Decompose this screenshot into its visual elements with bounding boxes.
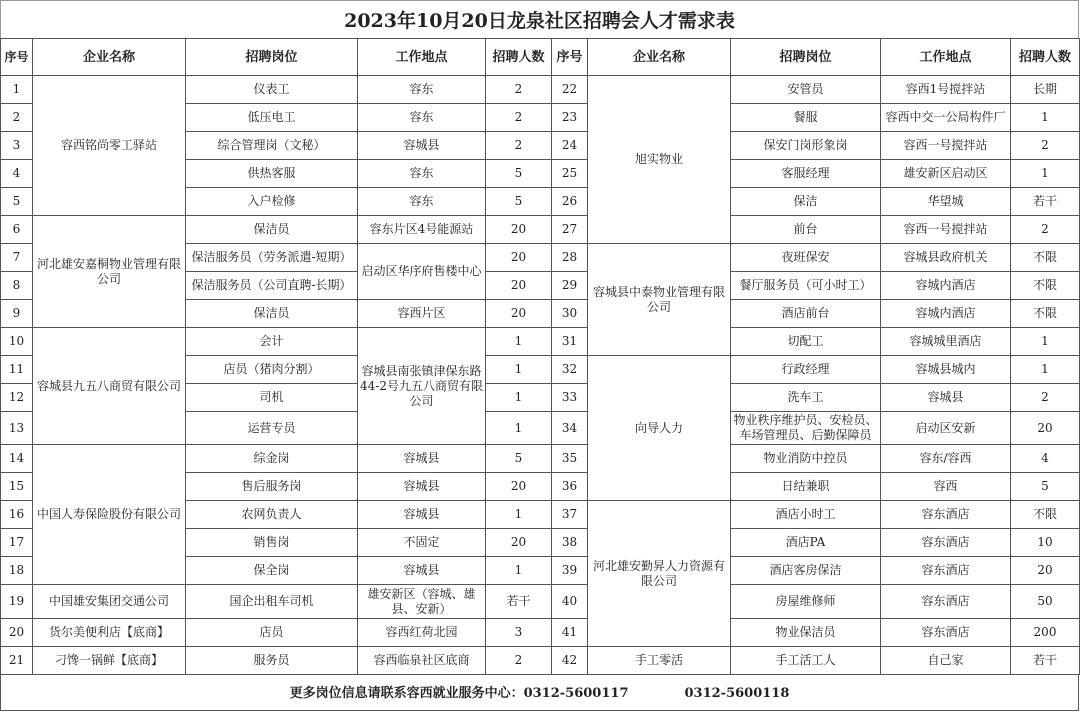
row-number: 23 xyxy=(552,104,588,132)
job-post: 保洁 xyxy=(731,188,881,216)
hire-count: 1 xyxy=(1011,160,1080,188)
row-number: 27 xyxy=(552,216,588,244)
row-number: 13 xyxy=(1,412,33,445)
job-post: 仪表工 xyxy=(186,76,358,104)
work-location: 不固定 xyxy=(358,529,486,557)
job-post: 农网负责人 xyxy=(186,501,358,529)
hire-count: 1 xyxy=(1011,328,1080,356)
hire-count: 20 xyxy=(1011,557,1080,585)
hire-count: 20 xyxy=(1011,412,1080,445)
hire-count: 不限 xyxy=(1011,244,1080,272)
hire-count: 2 xyxy=(1011,132,1080,160)
work-location: 启动区华序府售楼中心 xyxy=(358,244,486,300)
work-location: 容西一号搅拌站 xyxy=(881,132,1011,160)
company-name: 河北雄安嘉桐物业管理有限公司 xyxy=(33,216,186,328)
row-number: 11 xyxy=(1,356,33,384)
recruitment-table xyxy=(0,38,1080,675)
job-post: 服务员 xyxy=(186,647,358,675)
job-post: 入户检修 xyxy=(186,188,358,216)
job-post: 酒店小时工 xyxy=(731,501,881,529)
row-number: 21 xyxy=(1,647,33,675)
row-number: 8 xyxy=(1,272,33,300)
work-location: 容西一号搅拌站 xyxy=(881,216,1011,244)
job-post: 售后服务岗 xyxy=(186,473,358,501)
hire-count: 不限 xyxy=(1011,501,1080,529)
job-post: 房屋维修师 xyxy=(731,585,881,619)
work-location: 容东酒店 xyxy=(881,501,1011,529)
job-post: 客服经理 xyxy=(731,160,881,188)
row-number: 20 xyxy=(1,619,33,647)
hire-count: 5 xyxy=(486,445,552,473)
row-number: 42 xyxy=(552,647,588,675)
job-post: 餐服 xyxy=(731,104,881,132)
company-name: 容西铭尚零工驿站 xyxy=(33,76,186,216)
table-row xyxy=(1,216,1080,244)
job-post: 酒店客房保洁 xyxy=(731,557,881,585)
company-name: 旭实物业 xyxy=(588,76,731,244)
job-post: 洗车工 xyxy=(731,384,881,412)
work-location: 容城县 xyxy=(358,473,486,501)
company-name: 容城县九五八商贸有限公司 xyxy=(33,328,186,445)
hire-count: 10 xyxy=(1011,529,1080,557)
job-post: 运营专员 xyxy=(186,412,358,445)
row-number: 12 xyxy=(1,384,33,412)
work-location: 容东 xyxy=(358,160,486,188)
row-number: 22 xyxy=(552,76,588,104)
header-row xyxy=(1,39,1080,76)
row-number: 34 xyxy=(552,412,588,445)
row-number: 30 xyxy=(552,300,588,328)
hire-count: 5 xyxy=(486,160,552,188)
table-row xyxy=(1,445,1080,473)
job-post: 酒店前台 xyxy=(731,300,881,328)
company-name: 中国人寿保险股份有限公司 xyxy=(33,445,186,585)
row-number: 10 xyxy=(1,328,33,356)
hire-count: 1 xyxy=(1011,104,1080,132)
table-row xyxy=(1,619,1080,647)
header-count: 招聘人数 xyxy=(486,39,552,76)
job-post: 店员 xyxy=(186,619,358,647)
job-post: 酒店PA xyxy=(731,529,881,557)
row-number: 40 xyxy=(552,585,588,619)
work-location: 容西1号搅拌站 xyxy=(881,76,1011,104)
hire-count: 1 xyxy=(486,412,552,445)
header-location: 工作地点 xyxy=(881,39,1011,76)
job-post: 供热客服 xyxy=(186,160,358,188)
company-name: 容城县中泰物业管理有限公司 xyxy=(588,244,731,356)
header-company: 企业名称 xyxy=(588,39,731,76)
work-location: 容城县 xyxy=(881,384,1011,412)
phone-2: 0312-5600118 xyxy=(684,686,790,701)
page-title: 2023年10月20日龙泉社区招聘会人才需求表 xyxy=(0,0,1079,38)
company-name: 河北雄安勤昇人力资源有限公司 xyxy=(588,501,731,647)
job-post: 安管员 xyxy=(731,76,881,104)
row-number: 1 xyxy=(1,76,33,104)
row-number: 38 xyxy=(552,529,588,557)
job-post: 夜班保安 xyxy=(731,244,881,272)
header-no: 序号 xyxy=(552,39,588,76)
job-post: 保洁服务员（公司直聘-长期） xyxy=(186,272,358,300)
work-location: 容东片区4号能源站 xyxy=(358,216,486,244)
job-post: 物业保洁员 xyxy=(731,619,881,647)
work-location: 容西 xyxy=(881,473,1011,501)
row-number: 17 xyxy=(1,529,33,557)
work-location: 自己家 xyxy=(881,647,1011,675)
row-number: 4 xyxy=(1,160,33,188)
hire-count: 20 xyxy=(486,272,552,300)
row-number: 39 xyxy=(552,557,588,585)
job-post: 行政经理 xyxy=(731,356,881,384)
row-number: 33 xyxy=(552,384,588,412)
row-number: 5 xyxy=(1,188,33,216)
work-location: 容城内酒店 xyxy=(881,272,1011,300)
row-number: 25 xyxy=(552,160,588,188)
hire-count: 20 xyxy=(486,244,552,272)
hire-count: 20 xyxy=(486,300,552,328)
job-post: 餐厅服务员（可小时工） xyxy=(731,272,881,300)
hire-count: 2 xyxy=(486,76,552,104)
footer-contact xyxy=(0,675,1079,711)
job-post: 日结兼职 xyxy=(731,473,881,501)
header-count: 招聘人数 xyxy=(1011,39,1080,76)
hire-count: 1 xyxy=(486,356,552,384)
work-location: 雄安新区（容城、雄县、安新） xyxy=(358,585,486,619)
row-number: 2 xyxy=(1,104,33,132)
hire-count: 20 xyxy=(486,529,552,557)
job-post: 司机 xyxy=(186,384,358,412)
work-location: 容东/容西 xyxy=(881,445,1011,473)
hire-count: 2 xyxy=(1011,384,1080,412)
phone-1: 0312-5600117 xyxy=(523,686,629,701)
job-post: 低压电工 xyxy=(186,104,358,132)
work-location: 容城县 xyxy=(358,501,486,529)
job-post: 手工活工人 xyxy=(731,647,881,675)
work-location: 容东 xyxy=(358,76,486,104)
row-number: 3 xyxy=(1,132,33,160)
work-location: 容城城里酒店 xyxy=(881,328,1011,356)
hire-count: 5 xyxy=(486,188,552,216)
work-location: 容西片区 xyxy=(358,300,486,328)
company-name: 刁馋一锅鲜【底商】 xyxy=(33,647,186,675)
header-location: 工作地点 xyxy=(358,39,486,76)
row-number: 31 xyxy=(552,328,588,356)
work-location: 容西红荷北园 xyxy=(358,619,486,647)
work-location: 容城县南张镇津保东路44-2号九五八商贸有限公司 xyxy=(358,328,486,445)
row-number: 9 xyxy=(1,300,33,328)
work-location: 启动区安新 xyxy=(881,412,1011,445)
company-name: 向导人力 xyxy=(588,356,731,501)
table-body xyxy=(1,76,1080,675)
job-post: 保全岗 xyxy=(186,557,358,585)
hire-count: 20 xyxy=(486,473,552,501)
row-number: 15 xyxy=(1,473,33,501)
table-row xyxy=(1,585,1080,619)
work-location: 容城内酒店 xyxy=(881,300,1011,328)
row-number: 32 xyxy=(552,356,588,384)
hire-count: 1 xyxy=(486,501,552,529)
job-post: 物业消防中控员 xyxy=(731,445,881,473)
hire-count: 2 xyxy=(1011,216,1080,244)
row-number: 16 xyxy=(1,501,33,529)
company-name: 中国雄安集团交通公司 xyxy=(33,585,186,619)
row-number: 6 xyxy=(1,216,33,244)
work-location: 华望城 xyxy=(881,188,1011,216)
hire-count: 长期 xyxy=(1011,76,1080,104)
company-name: 手工零活 xyxy=(588,647,731,675)
hire-count: 3 xyxy=(486,619,552,647)
hire-count: 200 xyxy=(1011,619,1080,647)
company-name: 货尔美便利店【底商】 xyxy=(33,619,186,647)
hire-count: 4 xyxy=(1011,445,1080,473)
row-number: 41 xyxy=(552,619,588,647)
work-location: 容城县政府机关 xyxy=(881,244,1011,272)
hire-count: 若干 xyxy=(1011,188,1080,216)
job-post: 店员（猪肉分割） xyxy=(186,356,358,384)
job-post: 综金岗 xyxy=(186,445,358,473)
work-location: 容西中交一公局构件厂 xyxy=(881,104,1011,132)
job-post: 保洁员 xyxy=(186,300,358,328)
job-post: 国企出租车司机 xyxy=(186,585,358,619)
table-row xyxy=(1,76,1080,104)
hire-count: 不限 xyxy=(1011,272,1080,300)
work-location: 容东酒店 xyxy=(881,619,1011,647)
hire-count: 若干 xyxy=(1011,647,1080,675)
work-location: 容东 xyxy=(358,188,486,216)
row-number: 36 xyxy=(552,473,588,501)
hire-count: 1 xyxy=(486,328,552,356)
work-location: 容东酒店 xyxy=(881,585,1011,619)
hire-count: 1 xyxy=(1011,356,1080,384)
work-location: 容城县城内 xyxy=(881,356,1011,384)
row-number: 29 xyxy=(552,272,588,300)
hire-count: 2 xyxy=(486,104,552,132)
work-location: 容东 xyxy=(358,104,486,132)
work-location: 容城县 xyxy=(358,557,486,585)
row-number: 37 xyxy=(552,501,588,529)
hire-count: 5 xyxy=(1011,473,1080,501)
row-number: 7 xyxy=(1,244,33,272)
row-number: 28 xyxy=(552,244,588,272)
hire-count: 20 xyxy=(486,216,552,244)
job-post: 保安门岗形象岗 xyxy=(731,132,881,160)
header-company: 企业名称 xyxy=(33,39,186,76)
hire-count: 1 xyxy=(486,384,552,412)
job-post: 保洁服务员（劳务派遣-短期） xyxy=(186,244,358,272)
work-location: 容西临泉社区底商 xyxy=(358,647,486,675)
job-post: 物业秩序维护员、安检员、车场管理员、后勤保障员 xyxy=(731,412,881,445)
hire-count: 50 xyxy=(1011,585,1080,619)
header-no: 序号 xyxy=(1,39,33,76)
work-location: 雄安新区启动区 xyxy=(881,160,1011,188)
hire-count: 若干 xyxy=(486,585,552,619)
row-number: 35 xyxy=(552,445,588,473)
row-number: 26 xyxy=(552,188,588,216)
job-post: 前台 xyxy=(731,216,881,244)
row-number: 14 xyxy=(1,445,33,473)
header-post: 招聘岗位 xyxy=(731,39,881,76)
job-post: 会计 xyxy=(186,328,358,356)
row-number: 18 xyxy=(1,557,33,585)
hire-count: 1 xyxy=(486,557,552,585)
job-post: 切配工 xyxy=(731,328,881,356)
hire-count: 2 xyxy=(486,132,552,160)
row-number: 19 xyxy=(1,585,33,619)
job-post: 综合管理岗（文秘） xyxy=(186,132,358,160)
job-post: 保洁员 xyxy=(186,216,358,244)
footer-text: 更多岗位信息请联系容西就业服务中心： xyxy=(289,686,524,701)
work-location: 容城县 xyxy=(358,445,486,473)
work-location: 容东酒店 xyxy=(881,529,1011,557)
hire-count: 不限 xyxy=(1011,300,1080,328)
job-post: 销售岗 xyxy=(186,529,358,557)
work-location: 容东酒店 xyxy=(881,557,1011,585)
work-location: 容城县 xyxy=(358,132,486,160)
table-row xyxy=(1,328,1080,356)
header-post: 招聘岗位 xyxy=(186,39,358,76)
row-number: 24 xyxy=(552,132,588,160)
hire-count: 2 xyxy=(486,647,552,675)
table-row xyxy=(1,647,1080,675)
